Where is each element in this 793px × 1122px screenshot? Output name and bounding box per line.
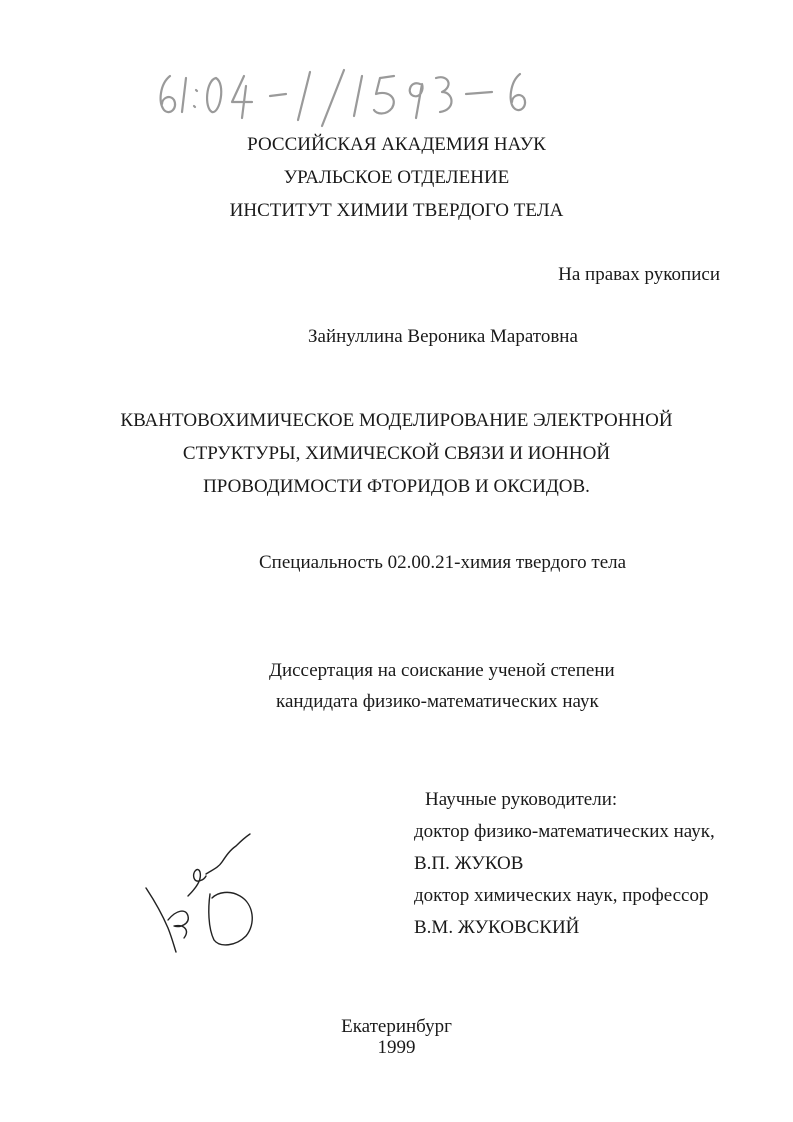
- supervisor-1-title: доктор физико-математических наук,: [414, 821, 715, 842]
- year: 1999: [377, 1037, 416, 1058]
- supervisor-2-name: В.М. ЖУКОВСКИЙ: [414, 917, 580, 938]
- signature-icon: [140, 828, 270, 963]
- thesis-title-line-1: КВАНТОВОХИМИЧЕСКОЕ МОДЕЛИРОВАНИЕ ЭЛЕКТРОННОЙ: [120, 410, 673, 431]
- org-name-line-3: ИНСТИТУТ ХИМИИ ТВЕРДОГО ТЕЛА: [229, 200, 564, 221]
- rights-note: На правах рукописи: [558, 264, 720, 285]
- thesis-title-line-3: ПРОВОДИМОСТИ ФТОРИДОВ И ОКСИДОВ.: [203, 476, 590, 497]
- supervisors-heading: Научные руководители:: [425, 789, 618, 810]
- degree-line-2: кандидата физико-математических наук: [276, 691, 599, 712]
- city: Екатеринбург: [341, 1016, 452, 1037]
- degree-line-1: Диссертация на соискание ученой степени: [269, 660, 615, 681]
- thesis-title-line-2: СТРУКТУРЫ, ХИМИЧЕСКОЙ СВЯЗИ И ИОННОЙ: [182, 443, 611, 464]
- org-name-line-1: РОССИЙСКАЯ АКАДЕМИЯ НАУК: [247, 134, 546, 155]
- supervisor-2-title: доктор химических наук, профессор: [414, 885, 709, 906]
- handwritten-archive-number: [148, 62, 548, 132]
- author-name: Зайнуллина Вероника Маратовна: [308, 326, 578, 347]
- org-name-line-2: УРАЛЬСКОЕ ОТДЕЛЕНИЕ: [283, 167, 510, 188]
- specialty: Специальность 02.00.21-химия твердого тела: [259, 552, 627, 573]
- supervisor-1-name: В.П. ЖУКОВ: [414, 853, 524, 874]
